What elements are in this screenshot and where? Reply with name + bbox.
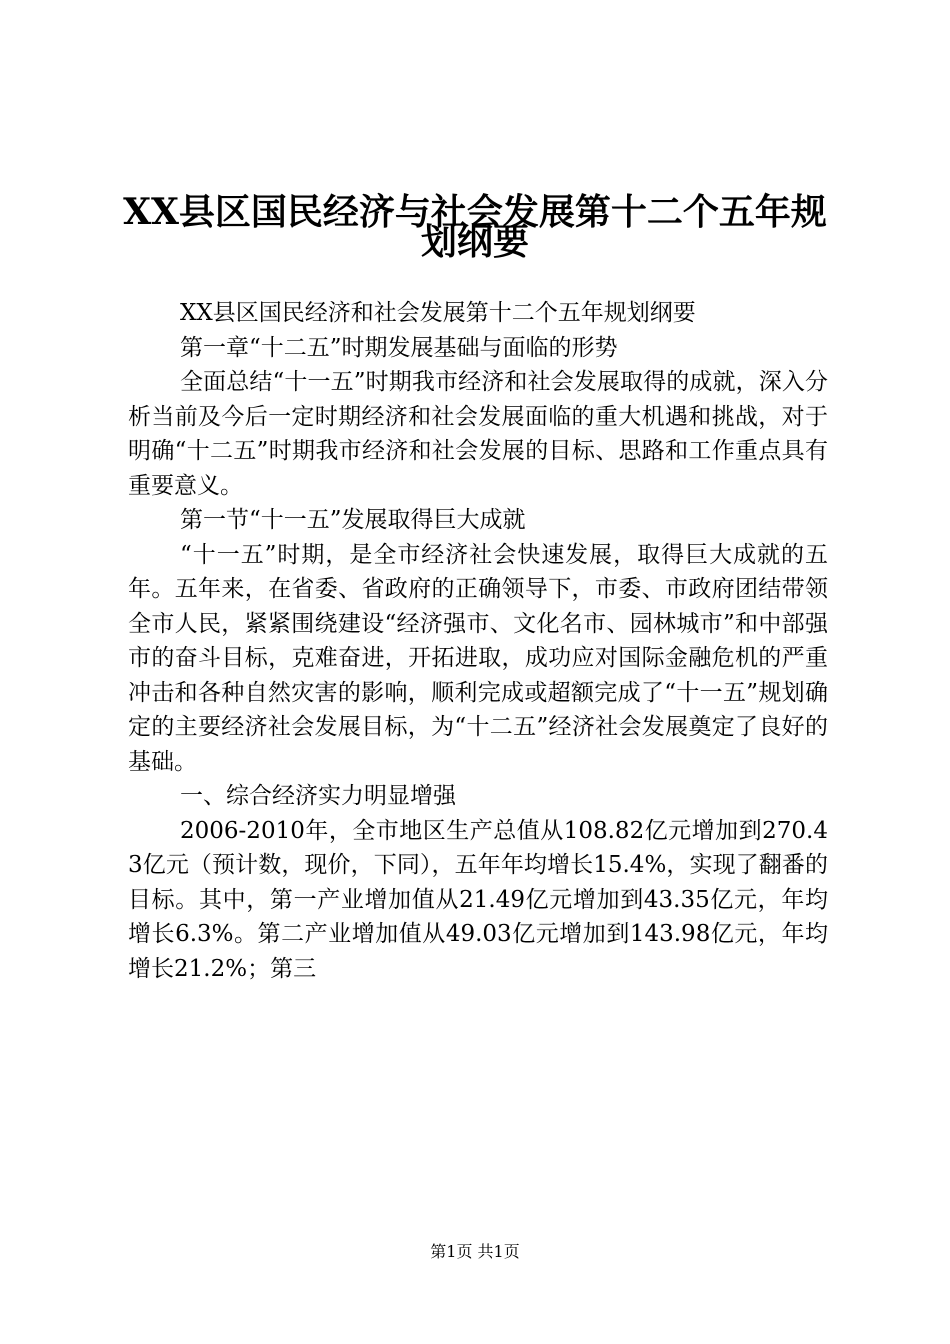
body-paragraph: “十一五”时期，是全市经济社会快速发展，取得巨大成就的五年。五年来，在省委、省政府的正确领导下，市委、市政府团结带领全市人民，紧紧围绕建设“经济强市、文化名市、园林城市”和中部强市的奋斗目标，克难奋进，开拓进取，成功应对国际金融危机的严重冲击和各种自然灾害的影响，顺利完成或超额完成了“十一五”规划确定的主要经济社会发展目标，为“十二五”经济社会发展奠定了良好的基础。 xyxy=(128,541,828,775)
document-body xyxy=(128,296,828,986)
chapter-heading: 第一章“十二五”时期发展基础与面临的形势 xyxy=(180,334,618,361)
section-heading: 第一节“十一五”发展取得巨大成就 xyxy=(180,507,526,533)
page-footer: 第1页 共1页 xyxy=(430,1242,520,1261)
document-title-line-2: 划纲要 xyxy=(420,221,529,263)
body-paragraph: 全面总结“十一五”时期我市经济和社会发展取得的成就，深入分析当前及今后一定时期经济和社会发展面临的重大机遇和挑战，对于明确“十二五”时期我市经济和社会发展的目标、思路和工作重点具有重要意义。 xyxy=(128,369,828,499)
document-subtitle: XX县区国民经济和社会发展第十二个五年规划纲要 xyxy=(180,300,696,326)
subsection-heading: 一、综合经济实力明显增强 xyxy=(180,783,456,809)
document-title-line-1: XX县区国民经济与社会发展第十二个五年规 xyxy=(123,191,827,233)
body-paragraph: 2006-2010年，全市地区生产总值从108.82亿元增加到270.43亿元（预计数，现价，下同），五年年均增长15.4%，实现了翻番的目标。其中，第一产业增加值从21.49亿元增加到43.35亿元，年均增长6.3%。第二产业增加值从49.03亿元增加到143.98亿元，年均增长21.2%；第三 xyxy=(128,817,828,982)
